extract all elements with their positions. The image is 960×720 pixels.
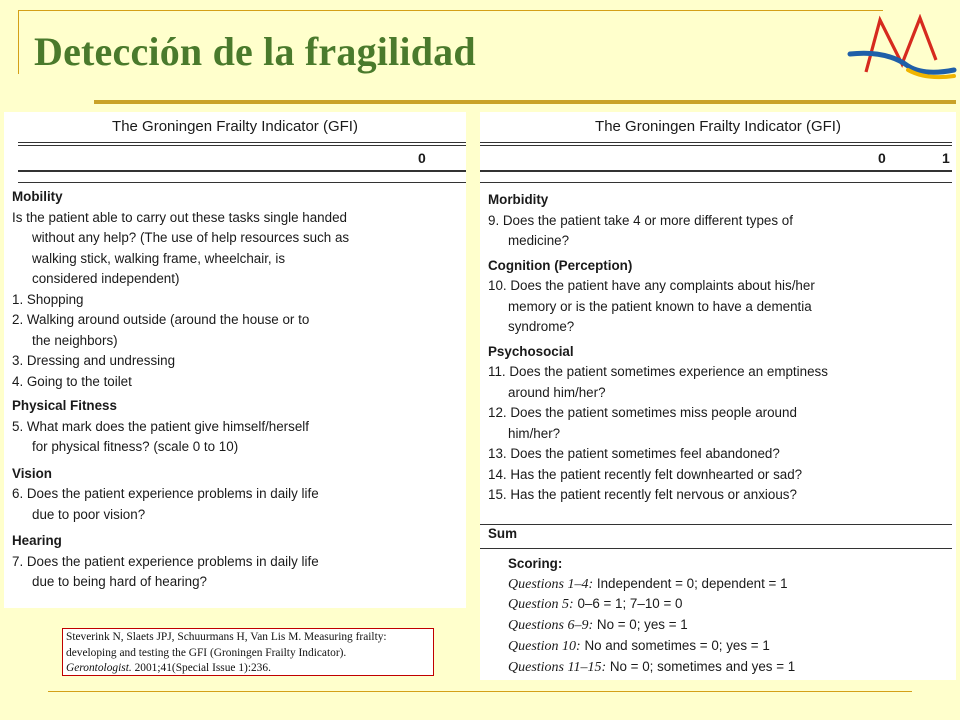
table-rule xyxy=(18,145,466,146)
slide-title: Detección de la fragilidad xyxy=(34,29,476,74)
question-item: due to poor vision? xyxy=(32,506,146,522)
question-item: 2. Walking around outside (around the house or to xyxy=(12,312,310,327)
frame-left-line xyxy=(18,10,19,74)
question-text: without any help? (The use of help resources such as xyxy=(32,230,350,245)
column-header-zero: 0 xyxy=(878,150,886,166)
question-item: 5. What mark does the patient give himself/herself xyxy=(12,418,309,434)
table-rule xyxy=(18,142,466,143)
table-rule xyxy=(480,524,952,525)
table-rule xyxy=(480,170,952,172)
panel-heading: The Groningen Frailty Indicator (GFI) xyxy=(112,118,358,135)
question-item: him/her? xyxy=(508,425,561,441)
section-title: Mobility xyxy=(12,189,63,204)
question-item: syndrome? xyxy=(508,319,575,334)
scoring-row: Question 10: No and sometimes = 0; yes = 1 xyxy=(508,637,770,654)
table-rule xyxy=(480,182,952,183)
question-text: walking stick, walking frame, wheelchair, is xyxy=(32,250,286,266)
scoring-block xyxy=(508,554,795,677)
section-title: Psychosocial xyxy=(488,343,574,359)
question-item: 1. Shopping xyxy=(12,291,84,307)
section-title: Morbidity xyxy=(488,192,549,207)
question-item: 3. Dressing and undressing xyxy=(12,353,176,368)
citation-line: Gerontologist. 2001;41(Special Issue 1):236. xyxy=(66,662,271,674)
question-item: around him/her? xyxy=(508,384,606,400)
scoring-row: Questions 1–4: Independent = 0; dependent = 1 xyxy=(508,575,788,592)
question-text: Is the patient able to carry out these tasks single handed xyxy=(12,209,347,225)
citation-box xyxy=(62,628,434,676)
table-rule xyxy=(480,145,952,146)
scoring-title: Scoring: xyxy=(508,556,563,571)
question-item: 15. Has the patient recently felt nervous or anxious? xyxy=(488,487,797,502)
table-rule xyxy=(480,142,952,143)
question-item: 11. Does the patient sometimes experience an emptiness xyxy=(488,364,828,379)
title-underline xyxy=(94,100,956,104)
gfi-panel-right xyxy=(480,112,956,680)
question-text: considered independent) xyxy=(32,271,180,286)
question-item: due to being hard of hearing? xyxy=(32,574,207,589)
section-title-sum: Sum xyxy=(488,526,518,541)
column-header-zero: 0 xyxy=(418,150,426,166)
gfi-questions-right xyxy=(488,190,828,506)
citation-line: developing and testing the GFI (Groningen Frailty Indicator). xyxy=(66,646,347,659)
question-item: 6. Does the patient experience problems in daily life xyxy=(12,486,319,501)
logo-icon xyxy=(846,14,958,86)
question-item: for physical fitness? (scale 0 to 10) xyxy=(32,439,239,454)
footer-rule xyxy=(48,691,912,692)
question-item: 10. Does the patient have any complaints about his/her xyxy=(488,278,815,293)
scoring-row: Questions 11–15: No = 0; sometimes and yes = 1 xyxy=(508,658,796,675)
question-item: 13. Does the patient sometimes feel abandoned? xyxy=(488,446,780,461)
question-item: medicine? xyxy=(508,233,570,248)
question-item: 7. Does the patient experience problems in daily life xyxy=(12,553,319,569)
section-title: Hearing xyxy=(12,533,62,548)
table-rule xyxy=(480,548,952,549)
table-rule xyxy=(18,182,466,183)
question-item: 4. Going to the toilet xyxy=(12,373,132,389)
question-item: 12. Does the patient sometimes miss people around xyxy=(488,405,797,420)
citation-line: Steverink N, Slaets JPJ, Schuurmans H, Van Lis M. Measuring frailty: xyxy=(66,631,387,643)
question-item: the neighbors) xyxy=(32,332,118,348)
frame-top-line xyxy=(18,10,883,11)
panel-heading: The Groningen Frailty Indicator (GFI) xyxy=(595,118,841,135)
section-title: Physical Fitness xyxy=(12,398,117,413)
question-item: 14. Has the patient recently felt downhearted or sad? xyxy=(488,466,803,482)
question-item: 9. Does the patient take 4 or more different types of xyxy=(488,212,793,228)
table-rule xyxy=(18,170,466,172)
gfi-questions-left xyxy=(12,187,349,593)
scoring-row: Questions 6–9: No = 0; yes = 1 xyxy=(508,617,688,634)
gfi-panel-left xyxy=(4,112,466,608)
section-title: Vision xyxy=(12,465,52,481)
scoring-row: Question 5: 0–6 = 1; 7–10 = 0 xyxy=(508,596,683,613)
column-header-one: 1 xyxy=(942,150,950,166)
section-title: Cognition (Perception) xyxy=(488,257,633,273)
question-item: memory or is the patient known to have a dementia xyxy=(508,298,812,314)
